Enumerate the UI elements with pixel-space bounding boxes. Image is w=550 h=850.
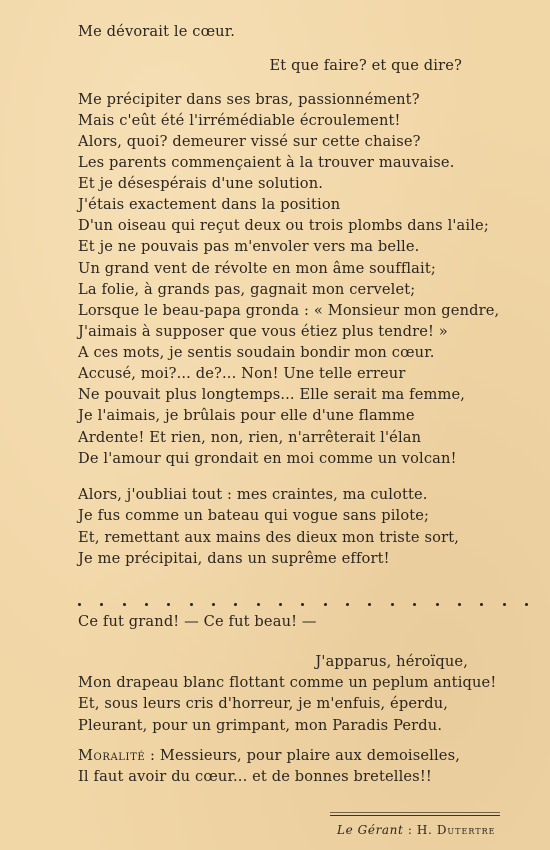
poem-line: Me dévorait le cœur. (78, 23, 236, 40)
footer-rule (330, 815, 500, 816)
poem-line: Ardente! Et rien, non, rien, n'arrêterait l'élan (78, 429, 422, 446)
poem-line: D'un oiseau qui reçut deux ou trois plombs dans l'aile; (78, 217, 489, 234)
poem-line: J'aimais à supposer que vous étiez plus tendre! » (78, 323, 448, 340)
poem-line: Pleurant, pour un grimpant, mon Paradis Perdu. (78, 717, 443, 734)
poem-line: Et je ne pouvais pas m'envoler vers ma belle. (78, 238, 420, 255)
poem-line: Les parents commençaient à la trouver mauvaise. (78, 154, 455, 171)
poem-line: Me précipiter dans ses bras, passionnément? (78, 91, 420, 108)
poem-line: De l'amour qui grondait en moi comme un volcan! (78, 450, 457, 467)
poem-line: Et que faire? et que dire? (269, 57, 462, 74)
gerant-name: Dutertre (436, 823, 496, 837)
poem-line: Mon drapeau blanc flottant comme un peplum antique! (78, 674, 497, 691)
gerant-label: Le Gérant (337, 823, 404, 837)
moral-line: Il faut avoir du cœur... et de bonnes bretelles!! (78, 768, 432, 785)
poem-line: Ce fut grand! — Ce fut beau! — (78, 613, 317, 630)
poem-line: Alors, quoi? demeurer vissé sur cette chaise? (78, 133, 421, 150)
footer-rule (330, 812, 500, 813)
poem-line: J'étais exactement dans la position (78, 196, 341, 213)
poem-line: Accusé, moi?... de?... Non! Une telle erreur (78, 365, 406, 382)
poem-line: A ces mots, je sentis soudain bondir mon cœur. (78, 344, 435, 361)
poem-line: Et, remettant aux mains des dieux mon triste sort, (78, 529, 459, 546)
moral-line (78, 746, 460, 766)
poem-line: Ne pouvait plus longtemps... Elle serait ma femme, (78, 386, 466, 403)
dotted-separator (78, 597, 528, 611)
poem-line: Un grand vent de révolte en mon âme soufflait; (78, 260, 436, 277)
poem-line: Alors, j'oubliai tout : mes craintes, ma culotte. (78, 486, 428, 503)
poem-line: J'apparus, héroïque, (315, 653, 468, 670)
poem-line: Je me précipitai, dans un suprême effort! (78, 550, 390, 567)
poem-line: Et, sous leurs cris d'horreur, je m'enfuis, éperdu, (78, 695, 449, 712)
poem-line: Lorsque le beau-papa gronda : « Monsieur mon gendre, (78, 302, 500, 319)
poem-line: Mais c'eût été l'irrémédiable écroulement! (78, 112, 401, 129)
gerant-separator: : (403, 823, 417, 837)
poem-line: Je fus comme un bateau qui vogue sans pilote; (78, 507, 430, 524)
moral-text: : Messieurs, pour plaire aux demoiselles, (145, 747, 461, 764)
poem-line: La folie, à grands pas, gagnait mon cervelet; (78, 281, 416, 298)
gerant-initial: H. (416, 823, 433, 837)
moral-label: Moralité (78, 747, 146, 764)
poem-line: Et je désespérais d'une solution. (78, 175, 324, 192)
poem-line: Je l'aimais, je brûlais pour elle d'une flamme (78, 407, 415, 424)
gerant-credit (337, 822, 495, 838)
